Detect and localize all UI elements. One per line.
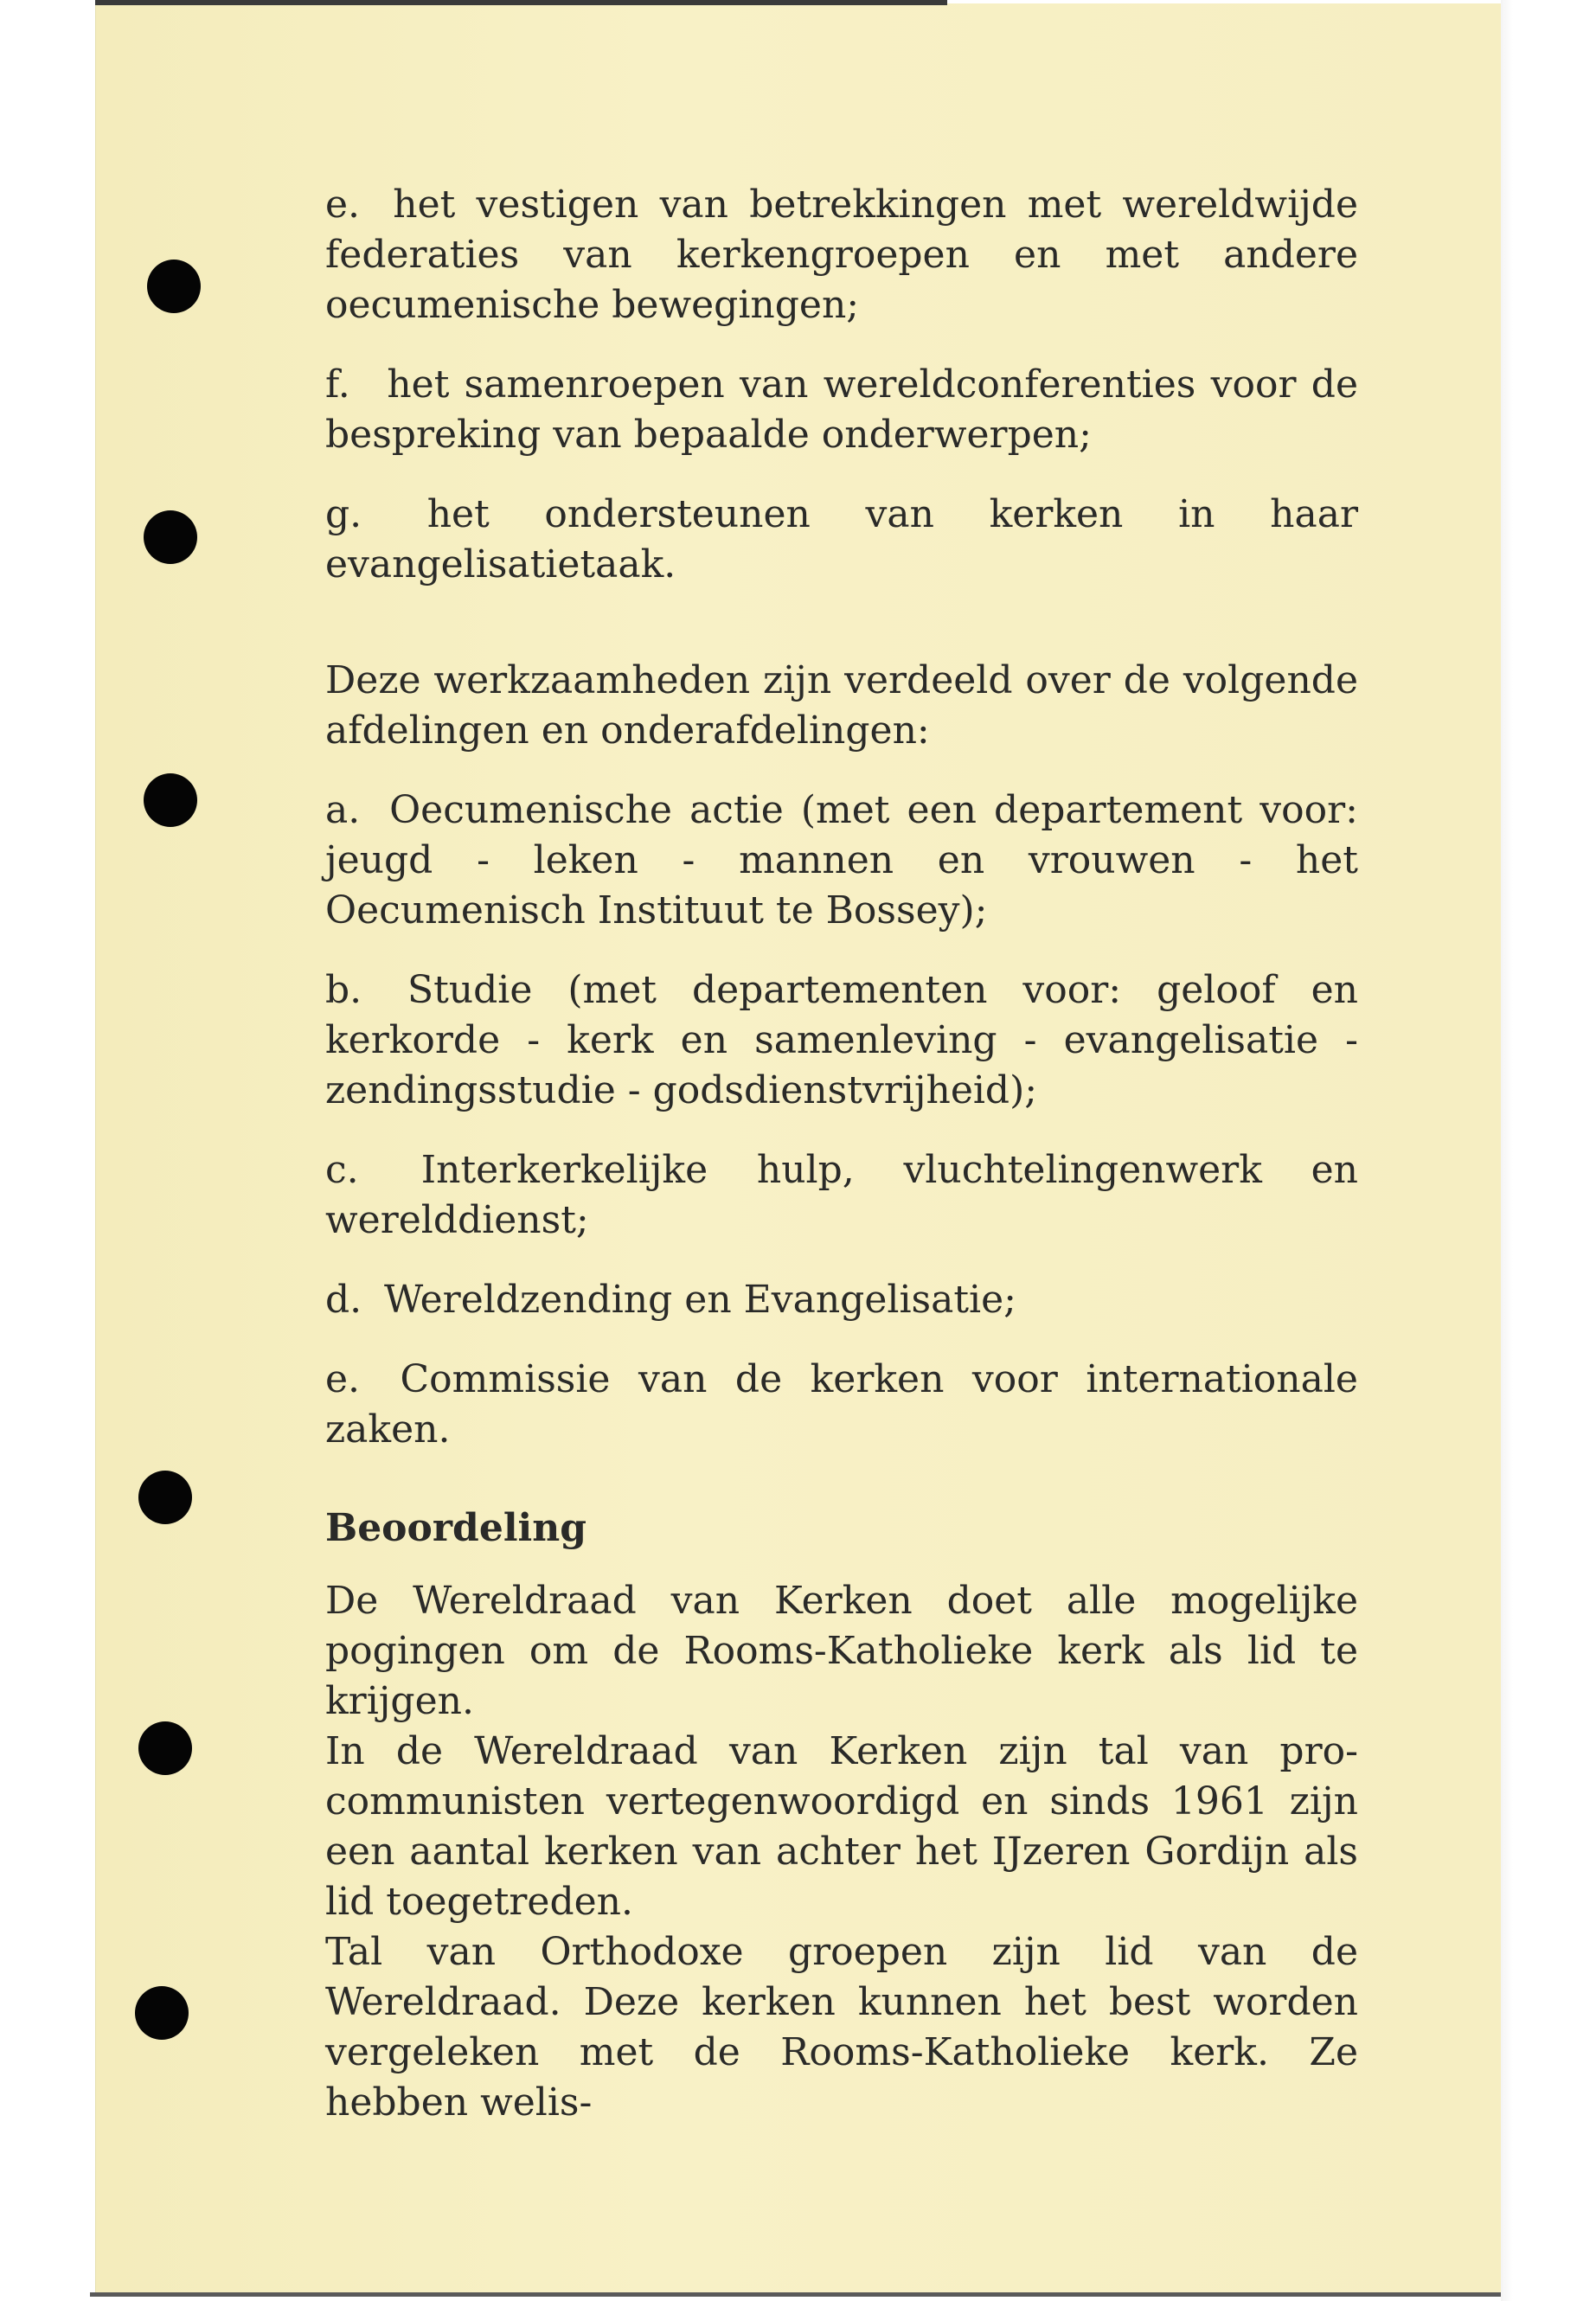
list-item <box>325 1145 1358 1246</box>
page-right-margin <box>1501 0 1513 2301</box>
punch-hole <box>138 1471 192 1524</box>
list-item-text: Oecumenische actie (met een departement voor: jeugd - leken - mannen en vrouwen - het Oecumenisch Instituut te Bossey); <box>325 788 1358 933</box>
list-item <box>325 180 1358 330</box>
list-item-label: e. <box>325 183 361 227</box>
list-item-label: b. <box>325 968 362 1012</box>
punch-hole <box>144 510 197 564</box>
list-item-text: Studie (met departementen voor: geloof en kerkorde - kerk en samenleving - evangelisatie - zendingsstudie - godsdienstvrijheid); <box>325 968 1358 1112</box>
list-item <box>325 785 1358 936</box>
punch-hole <box>138 1721 192 1775</box>
punch-hole <box>147 260 201 313</box>
list-item-text: het vestigen van betrekkingen met wereldwijde federaties van kerkengroepen en met andere oecumenische bewegingen; <box>325 183 1358 327</box>
list-item-label: d. <box>325 1278 362 1322</box>
section-heading: Beoordeling <box>325 1506 587 1550</box>
list-item-text: het ondersteunen van kerken in haar evangelisatietaak. <box>325 492 1358 586</box>
list-item-label: a. <box>325 788 361 832</box>
list-item <box>325 1275 1358 1325</box>
paragraph: De Wereldraad van Kerken doet alle mogelijke pogingen om de Rooms-Katholieke kerk als lid te krijgen. <box>325 1579 1358 1723</box>
spacer <box>325 619 1358 656</box>
list-item-text: Commissie van de kerken voor internationale zaken. <box>325 1357 1358 1452</box>
list-item-label: g. <box>325 492 362 536</box>
punch-hole <box>135 1986 189 2040</box>
list-item <box>325 965 1358 1116</box>
page-top-edge <box>95 0 947 5</box>
list-item <box>325 490 1358 590</box>
list-item <box>325 360 1358 460</box>
punch-hole <box>144 773 197 827</box>
list-item-label: c. <box>325 1148 359 1192</box>
list-item <box>325 1355 1358 1455</box>
page-text <box>325 180 1358 2128</box>
list-item-label: e. <box>325 1357 361 1401</box>
paragraph: Tal van Orthodoxe groepen zijn lid van de Wereldraad. Deze kerken kunnen het best worden vergeleken met de Rooms-Katholieke kerk. Ze hebben welis- <box>325 1930 1358 2125</box>
list-item-text: het samenroepen van wereldconferenties voor de bespreking van bepaalde onderwerpen; <box>325 362 1358 457</box>
intro-paragraph: Deze werkzaamheden zijn verdeeld over de volgende afdelingen en onderafdelingen: <box>325 658 1358 753</box>
list-item-text: Wereldzending en Evangelisatie; <box>384 1278 1016 1322</box>
page-bottom-edge <box>90 2292 1505 2297</box>
paragraph: In de Wereldraad van Kerken zijn tal van pro-communisten vertegenwoordigd en sinds 1961 zijn een aantal kerken van achter het IJzeren Gordijn als lid toegetreden. <box>325 1729 1358 1924</box>
list-item-text: Interkerkelijke hulp, vluchtelingenwerk en werelddienst; <box>325 1148 1358 1242</box>
list-item-label: f. <box>325 362 350 407</box>
